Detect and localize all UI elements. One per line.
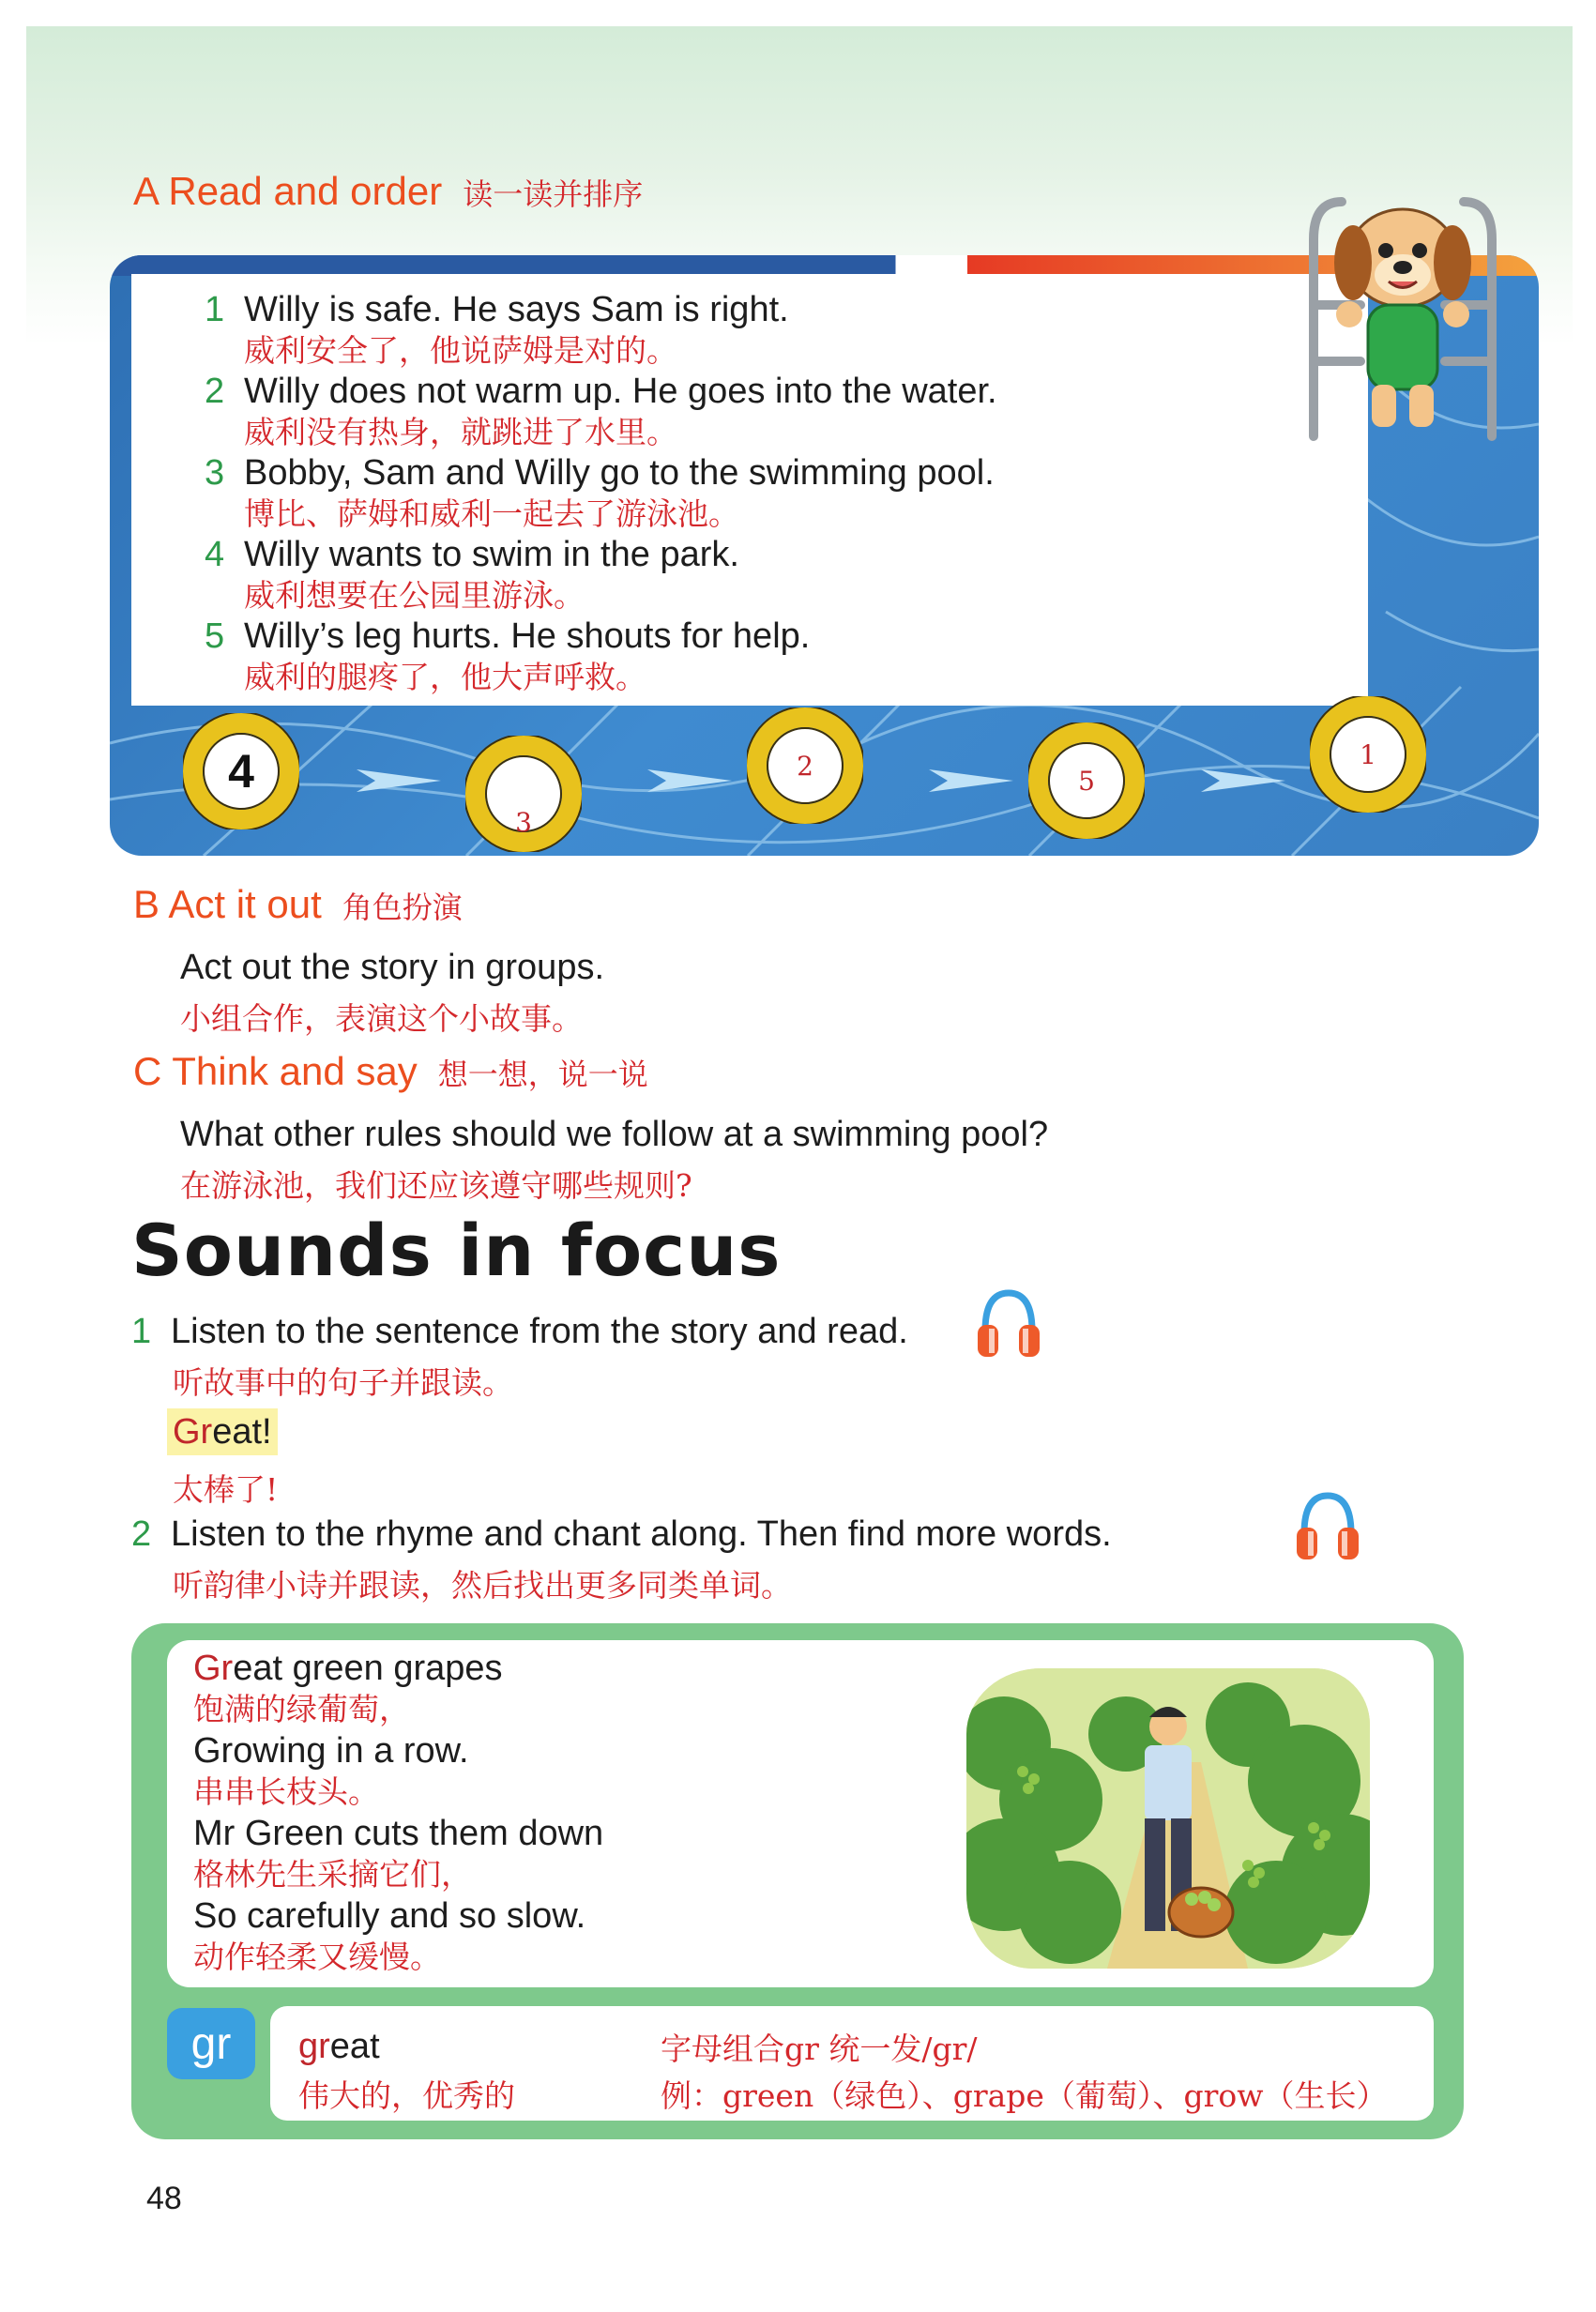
section-c-header — [133, 1049, 648, 1094]
phonics-word-translation: 伟大的，优秀的 — [298, 2077, 515, 2114]
rhyme-line: Great green grapes — [193, 1649, 503, 1688]
order-ring[interactable] — [1310, 696, 1426, 813]
phonics-rule: 字母组合gr 统一发/gr/ — [661, 2031, 978, 2067]
rhyme-line: Mr Green cuts them down — [193, 1814, 604, 1853]
list-item — [205, 616, 810, 698]
section-c-title: C Think and say — [133, 1049, 418, 1093]
item-number: 1 — [205, 290, 225, 329]
section-a-title-cn: 读一读并排序 — [463, 176, 644, 212]
section-c-translation: 在游泳池，我们还应该遵守哪些规则? — [180, 1167, 692, 1204]
item-text: Willy’s leg hurts. He shouts for help. — [244, 616, 811, 656]
rhyme-prefix: Gr — [193, 1649, 234, 1688]
sounds-item-2 — [131, 1514, 1112, 1555]
item-text: Listen to the rhyme and chant along. Then find more words. — [171, 1514, 1112, 1554]
list-item — [205, 289, 789, 372]
sounds-item-1 — [131, 1312, 908, 1352]
item-text: Willy wants to swim in the park. — [244, 535, 739, 574]
item-translation: 威利的腿疼了，他大声呼救。 — [244, 659, 646, 695]
item-number: 2 — [205, 372, 225, 411]
list-item — [205, 452, 995, 535]
phonics-word-rest: eat — [329, 2027, 380, 2066]
ring-label: 3 — [515, 806, 532, 838]
vineyard-illustration — [966, 1668, 1370, 1969]
rhyme-line-translation: 格林先生采摘它们， — [193, 1856, 472, 1893]
phonics-examples: 例：green（绿色）、grape（葡萄）、grow（生长） — [661, 2077, 1388, 2114]
item-translation: 博比、萨姆和威利一起去了游泳池。 — [244, 495, 739, 532]
great-translation: 太棒了! — [173, 1471, 279, 1508]
page-number: 48 — [146, 2181, 182, 2216]
great-prefix: Gr — [173, 1412, 213, 1452]
rhyme-line: So carefully and so slow. — [193, 1896, 586, 1936]
section-b-header — [133, 882, 463, 927]
item-translation: 威利想要在公园里游泳。 — [244, 577, 585, 614]
headphones-icon[interactable] — [1295, 1488, 1360, 1563]
rhyme-line-translation: 串串长枝头。 — [193, 1773, 379, 1810]
rhyme-line-translation: 饱满的绿葡萄， — [193, 1691, 410, 1727]
item-text: Willy is safe. He says Sam is right. — [244, 290, 789, 329]
item-translation: 威利没有热身，就跳进了水里。 — [244, 414, 677, 450]
ring-label: 2 — [797, 750, 813, 782]
phonics-word — [298, 2027, 380, 2067]
sounds-item-1-translation: 听故事中的句子并跟读。 — [173, 1364, 513, 1401]
item-number: 1 — [131, 1312, 152, 1351]
sounds-title: Sounds in focus — [131, 1209, 782, 1292]
great-word — [167, 1412, 278, 1453]
ring-label: 4 — [228, 745, 254, 798]
section-b-title: B Act it out — [133, 882, 322, 926]
section-c-title-cn: 想一想，说一说 — [437, 1057, 648, 1092]
arrow-icon — [300, 751, 1314, 807]
section-b-title-cn: 角色扮演 — [342, 890, 463, 925]
list-item — [205, 534, 739, 616]
sounds-item-2-translation: 听韵律小诗并跟读，然后找出更多同类单词。 — [173, 1567, 792, 1604]
item-translation: 威利安全了，他说萨姆是对的。 — [244, 332, 677, 369]
item-number: 2 — [131, 1514, 152, 1554]
item-number: 3 — [205, 453, 225, 493]
section-a-header — [133, 169, 643, 214]
rhyme-line-translation: 动作轻柔又缓慢。 — [193, 1939, 441, 1975]
headphones-icon[interactable] — [976, 1285, 1041, 1361]
ring-label: 5 — [1078, 765, 1095, 797]
section-b-translation: 小组合作，表演这个小故事。 — [180, 1000, 583, 1037]
item-number: 4 — [205, 535, 225, 574]
great-rest: eat! — [212, 1412, 272, 1452]
section-c-text: What other rules should we follow at a swimming pool? — [180, 1115, 1049, 1154]
section-b-text: Act out the story in groups. — [180, 948, 605, 987]
rhyme-text — [193, 1648, 603, 1978]
ring-label: 1 — [1360, 738, 1376, 770]
phonics-badge: gr — [167, 2008, 255, 2079]
list-item — [205, 371, 997, 453]
order-ring[interactable] — [183, 713, 299, 829]
phonics-word-prefix: gr — [298, 2027, 330, 2066]
section-a-title: A Read and order — [133, 169, 443, 213]
rhyme-line: Growing in a row. — [193, 1731, 469, 1771]
item-number: 5 — [205, 616, 225, 656]
item-text: Bobby, Sam and Willy go to the swimming pool. — [244, 453, 995, 493]
item-text: Listen to the sentence from the story and read. — [171, 1312, 908, 1351]
item-text: Willy does not warm up. He goes into the water. — [244, 372, 997, 411]
puppy-on-ladder-illustration — [1295, 174, 1520, 446]
